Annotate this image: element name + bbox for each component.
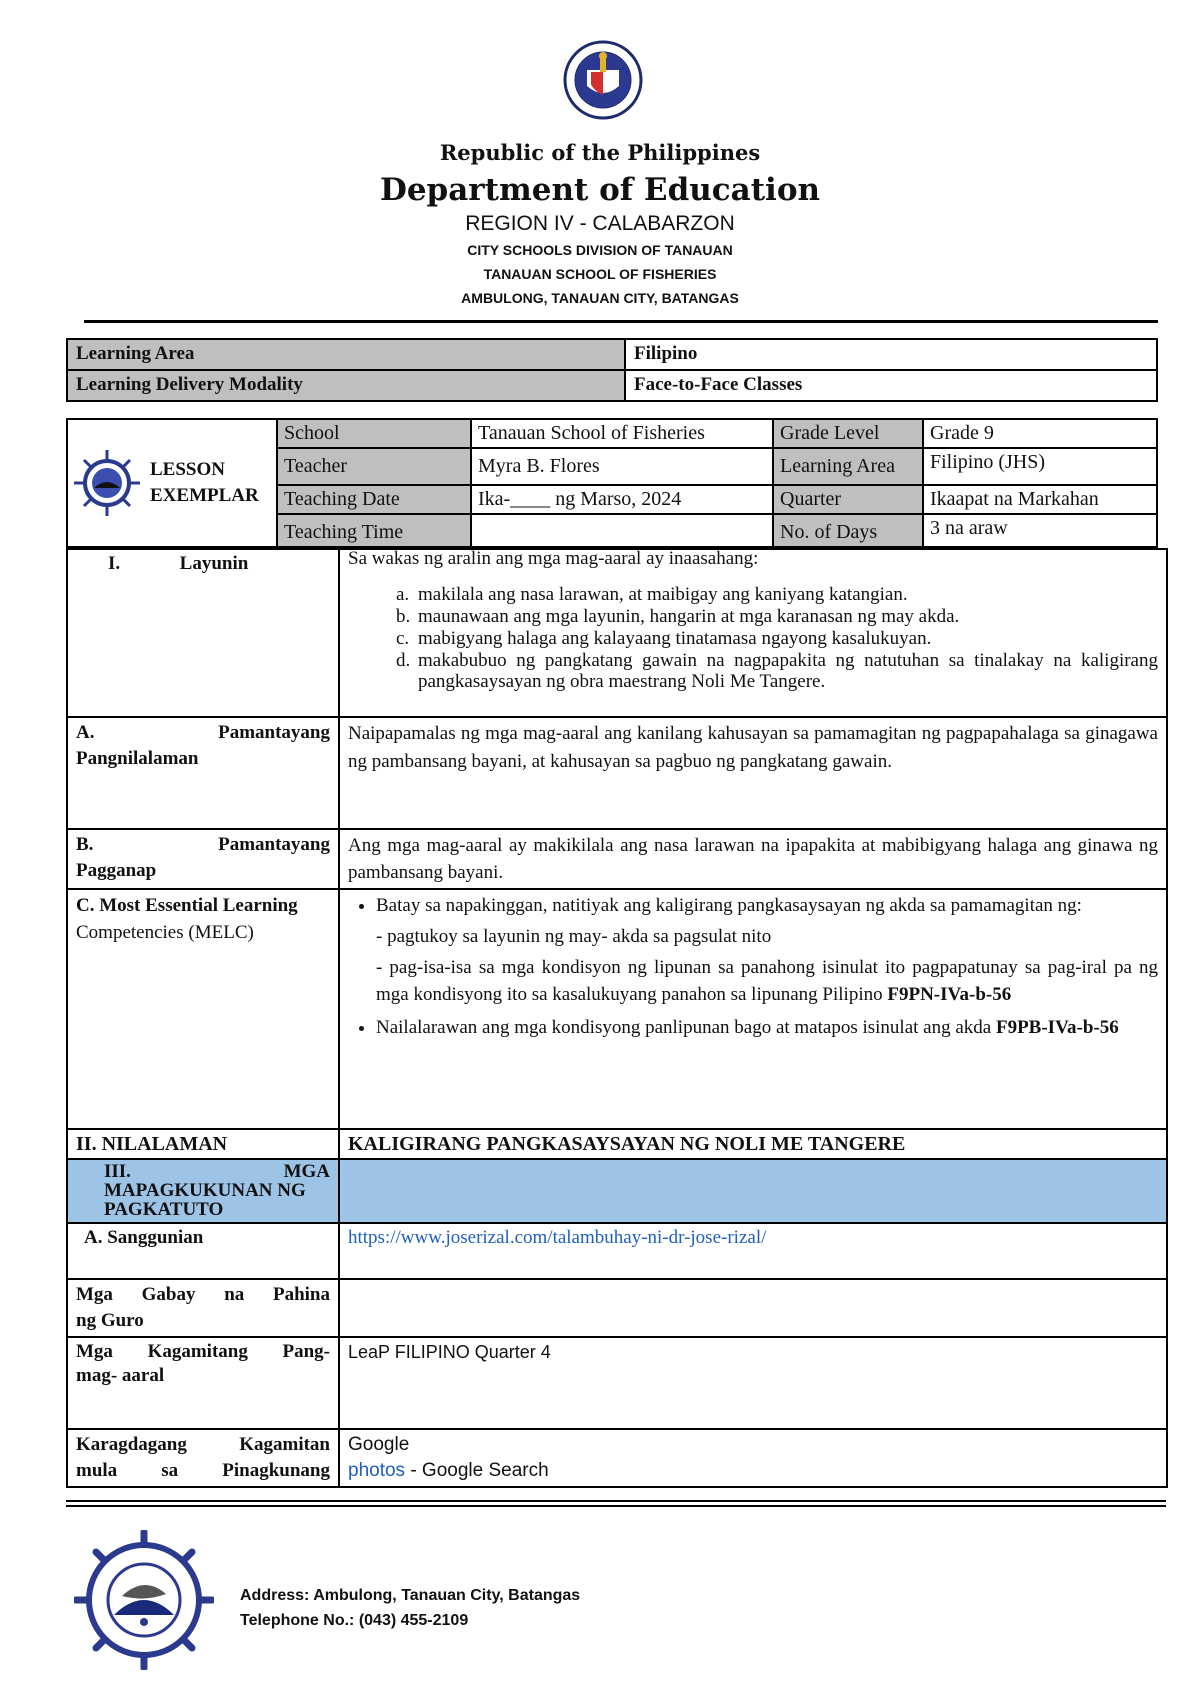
lesson-title: LESSON (150, 459, 225, 480)
nilalaman-value: KALIGIRANG PANGKASAYSAYAN NG NOLI ME TANGERE (339, 1129, 1167, 1159)
date-label: Teaching Date (277, 485, 471, 514)
school-logo (74, 1530, 214, 1670)
modality-value: Face-to-Face Classes (625, 370, 1157, 401)
footer-telephone: Telephone No.: (043) 455-2109 (240, 1612, 469, 1629)
layunin-number: I. (108, 553, 121, 574)
melc-label-cell (67, 889, 339, 1129)
iii-label-1: III. (104, 1161, 131, 1182)
teacher-label: Teacher (277, 448, 471, 485)
iii-label-3: MAPAGKUKUNAN NG (104, 1180, 306, 1201)
teacher-value: Myra B. Flores (471, 448, 773, 485)
karagdagan-google: Google (348, 1434, 410, 1455)
pangnilalaman-text: Naipapamalas ng mga mag-aaral ang kanilang kahusayan sa pamamagitan ng pagpapahalaga sa ginagawa ng pambansang bayani, at kahusayan sa pagbuo ng pangkatang gawain. (339, 717, 1167, 829)
kagamitan-label-2: mag- aaral (76, 1365, 165, 1386)
melc-item-2: • Nailalarawan ang mga kondisyong panlipunan bago at matapos isinulat ang akda F9PB-IVa-b-56 (376, 1014, 1158, 1041)
time-label: Teaching Time (277, 514, 471, 547)
pagganap-label-cell (67, 829, 339, 889)
b-label-word: Pamantayang (218, 834, 330, 855)
karagdagan-rest: - Google Search (405, 1460, 549, 1481)
b-label-word2: Pagganap (76, 860, 157, 881)
sanggunian-label: A. Sanggunian (67, 1223, 339, 1279)
division-heading: CITY SCHOOLS DIVISION OF TANAUAN (467, 242, 733, 258)
learning-area-label: Learning Area (67, 339, 625, 370)
area-value: Filipino (JHS) (923, 448, 1157, 485)
layunin-label: Layunin (179, 553, 249, 574)
footer-divider-2 (66, 1505, 1166, 1507)
quarter-label: Quarter (773, 485, 923, 514)
quarter-value: Ikaapat na Markahan (923, 485, 1157, 514)
b-label-letter: B. (76, 834, 94, 855)
learning-area-table (66, 338, 1158, 402)
exemplar-title-cell (67, 419, 277, 547)
time-value (471, 514, 773, 547)
exemplar-title: EXEMPLAR (150, 485, 259, 506)
days-label: No. of Days (773, 514, 923, 547)
melc-code-2: F9PB-IVa-b-56 (995, 1017, 1119, 1038)
a-label-letter: A. (76, 722, 95, 743)
ship-wheel-icon (72, 448, 142, 518)
nilalaman-label: II. NILALAMAN (67, 1129, 339, 1159)
karagdagan-label-2: mula sa Pinagkunang (76, 1460, 330, 1481)
school-value: Tanauan School of Fisheries (471, 419, 773, 448)
republic-heading: Republic of the Philippines (439, 140, 761, 165)
melc-sub-2: - pag-isa-isa sa mga kondisyon ng lipunan sa panahong isinulat ito pagpapatunay sa pag-iral pa ng mga kondisyong ito sa kasalukuyang panahon sa lipunang Pilipino (376, 957, 1158, 1005)
gabay-label-cell (67, 1279, 339, 1337)
address-heading: AMBULONG, TANAUAN CITY, BATANGAS (461, 290, 739, 306)
mapagkukunan-label-cell (67, 1159, 339, 1223)
grade-label: Grade Level (773, 419, 923, 448)
modality-label: Learning Delivery Modality (67, 370, 625, 401)
karagdagan-cell (339, 1429, 1167, 1487)
exemplar-info-table (66, 418, 1158, 548)
a-label-word2: Pangnilalaman (76, 748, 199, 769)
area-label: Learning Area (773, 448, 923, 485)
melc-content (339, 889, 1167, 1129)
school-heading: TANAUAN SCHOOL OF FISHERIES (483, 266, 717, 282)
karagdagan-photos-link[interactable]: photos (348, 1460, 406, 1481)
iii-label-4: PAGKATUTO (104, 1199, 224, 1220)
melc-label-2: Competencies (MELC) (76, 922, 254, 943)
footer-divider (66, 1500, 1166, 1502)
iii-label-2: MGA (283, 1161, 330, 1182)
objective-c-letter: c. (396, 628, 410, 649)
pangnilalaman-label-cell (67, 717, 339, 829)
header-divider (84, 320, 1158, 323)
date-value: Ika-____ ng Marso, 2024 (471, 485, 773, 514)
department-heading: Department of Education (379, 172, 821, 208)
objective-a: a. makilala ang nasa larawan, at maibigay ang kaniyang katangian. (396, 584, 908, 605)
objective-d-letter: d. (396, 650, 411, 671)
gabay-value (339, 1279, 1167, 1337)
days-value: 3 na araw (923, 514, 1157, 547)
objective-c: c. mabigyang halaga ang kalayaang tinatamasa ngayong kasalukuyan. (396, 628, 932, 649)
objective-a-letter: a. (396, 584, 410, 605)
melc-item-1: • Batay sa napakinggan, natitiyak ang kaligirang pangkasaysayan ng akda sa pamamagitan ng: - pagtukoy sa layunin ng may- akda sa pagsulat nito - pag-isa-isa sa mga kondisyon ng lipunan sa panahong isinulat ito pagpapatunay sa pag-iral pa ng mga kondisyong ito sa kasalukuyang panahon sa lipunang Pilipino F9PN-IVa-b-56 (376, 892, 1158, 1008)
karagdagan-label-cell (67, 1429, 339, 1487)
sanggunian-link[interactable]: https://www.joserizal.com/talambuhay-ni-dr-jose-rizal/ (348, 1227, 767, 1248)
objective-d: d. makabubuo ng pangkatang gawain na nagpapakita ng natutuhan sa tinalakay na kaligirang pangkasaysayan ng obra maestrang Noli Me Tangere. (396, 650, 1158, 692)
region-heading: REGION IV - CALABARZON (465, 212, 735, 235)
lesson-table (66, 548, 1168, 1488)
melc-list (348, 892, 1158, 1041)
mapagkukunan-value (339, 1159, 1167, 1223)
objective-b-letter: b. (396, 606, 411, 627)
layunin-content (339, 549, 1167, 717)
deped-seal (563, 40, 643, 120)
karagdagan-label-1: Karagdagang Kagamitan (76, 1434, 330, 1455)
a-label-word: Pamantayang (218, 722, 330, 743)
grade-value: Grade 9 (923, 419, 1157, 448)
kagamitan-value: LeaP FILIPINO Quarter 4 (339, 1337, 1167, 1429)
school-label: School (277, 419, 471, 448)
melc-sub-1: - pagtukoy sa layunin ng may- akda sa pagsulat nito (376, 926, 772, 947)
pagganap-text: Ang mga mag-aaral ay makikilala ang nasa larawan na ipapakita at mabibigyang halaga ang ginawa ng pambansang bayani. (339, 829, 1167, 889)
melc-label-1: C. Most Essential Learning (76, 895, 298, 916)
objectives-list (348, 584, 1158, 692)
learning-area-value: Filipino (625, 339, 1157, 370)
gabay-label-2: ng Guro (76, 1310, 144, 1331)
sanggunian-cell (339, 1223, 1167, 1279)
gabay-label-1: Mga Gabay na Pahina (76, 1284, 330, 1305)
kagamitan-label-1: Mga Kagamitang Pang- (76, 1341, 330, 1362)
layunin-intro: Sa wakas ng aralin ang mga mag-aaral ay inaasahang: (348, 548, 759, 569)
objective-b: b. maunawaan ang mga layunin, hangarin at mga karanasan ng may akda. (396, 606, 960, 627)
melc-code-1: F9PN-IVa-b-56 (887, 984, 1012, 1005)
footer-address: Address: Ambulong, Tanauan City, Batangas (240, 1587, 581, 1604)
layunin-label-cell (67, 549, 339, 717)
kagamitan-label-cell (67, 1337, 339, 1429)
